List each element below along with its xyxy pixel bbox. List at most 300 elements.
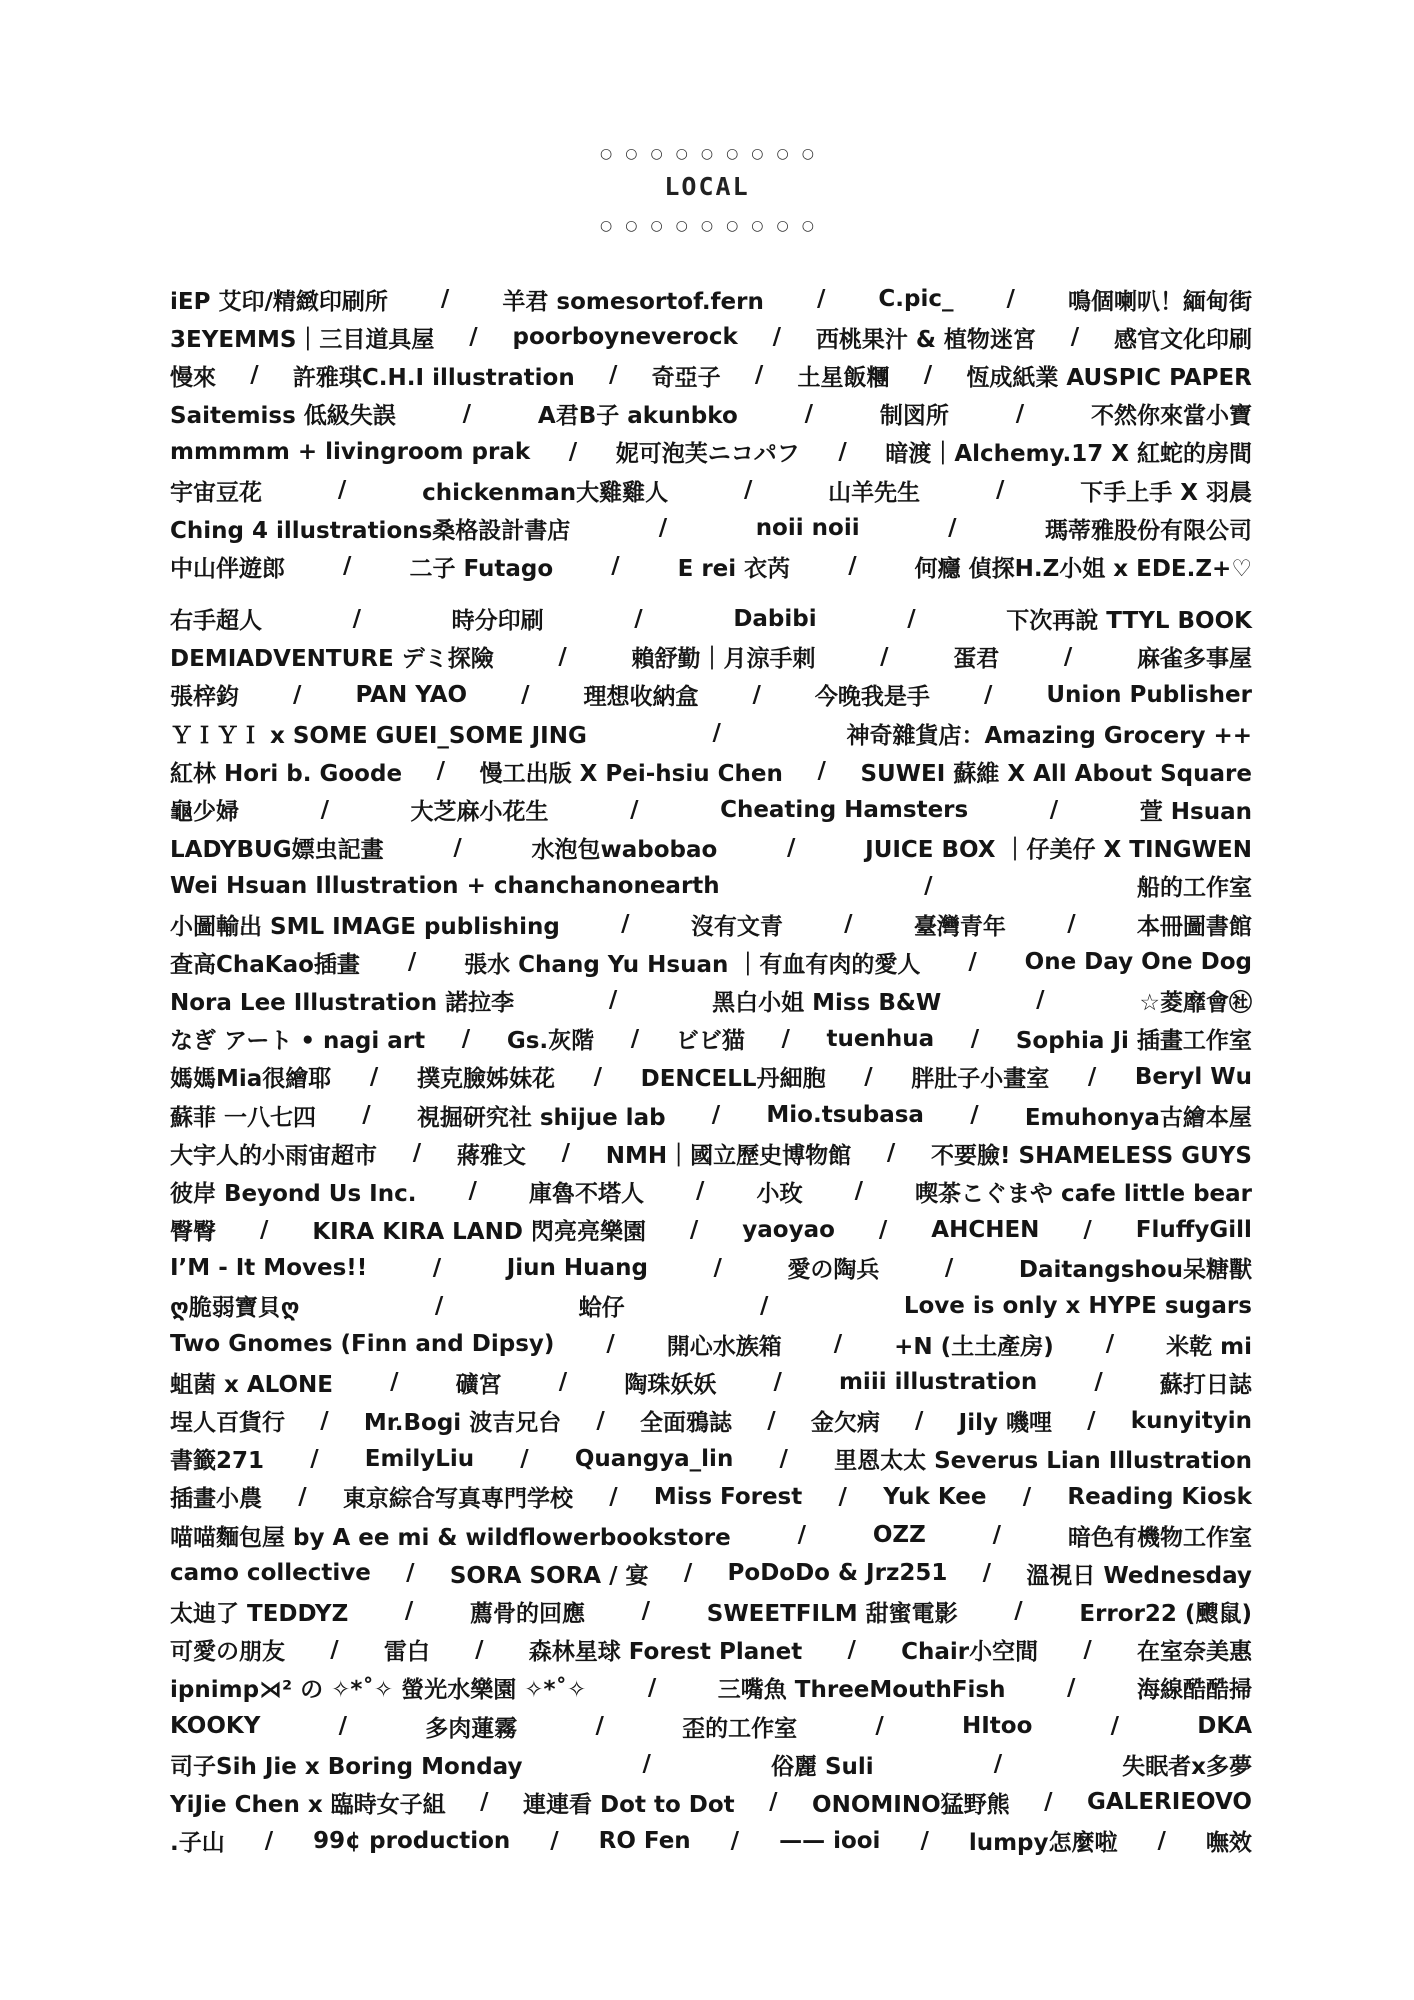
list-item: .子山 [170, 1830, 225, 1857]
list-item: 不要臉! SHAMELESS GUYS [931, 1142, 1252, 1169]
list-row [170, 1592, 1252, 1630]
list-item: 全面鴉誌 [640, 1410, 733, 1437]
separator: / [713, 1254, 722, 1281]
separator: / [352, 605, 362, 632]
separator: / [320, 1407, 329, 1434]
separator: / [924, 872, 933, 899]
separator: / [993, 1751, 1003, 1778]
list-item: Yuk Kee [883, 1483, 987, 1510]
list-row [170, 1783, 1252, 1821]
list-item: 臀臀 [170, 1219, 216, 1246]
list-item: 嘸效 [1205, 1830, 1252, 1857]
list-item: 陶珠妖妖 [624, 1371, 717, 1398]
separator: / [754, 362, 764, 389]
separator: / [432, 1254, 442, 1281]
list-item: 龜少婦 [170, 799, 239, 826]
separator: / [696, 1178, 705, 1205]
separator: / [338, 1713, 348, 1740]
separator: / [320, 796, 329, 823]
list-row [170, 676, 1252, 714]
separator: / [1067, 1674, 1076, 1701]
list-item: ☆菱靡會㊓ [1139, 989, 1252, 1016]
list-item: Beryl Wu [1134, 1063, 1252, 1090]
separator: / [369, 1063, 379, 1090]
list-row [170, 1363, 1252, 1401]
list-item: KOOKY [170, 1713, 261, 1740]
list-item: 蛆菌 x ALONE [170, 1371, 333, 1398]
separator: / [362, 1102, 371, 1129]
list-item: 賴舒勤｜月涼手刺 [631, 646, 816, 673]
list-item: 黑白小姐 Miss B&W [712, 989, 942, 1016]
list-item: 奇亞子 [651, 364, 721, 391]
separator: / [772, 324, 782, 351]
list-item: 土星飯糰 [797, 364, 890, 391]
list-item: RO Fen [598, 1827, 691, 1854]
separator: / [561, 1140, 571, 1167]
list-item: DKA [1197, 1713, 1252, 1740]
list-item: 雷白 [383, 1639, 430, 1666]
separator: / [434, 1292, 444, 1319]
list-item: NMH｜國立歷史博物館 [605, 1142, 852, 1169]
list-item: 愛の陶兵 [787, 1257, 880, 1284]
list-item: 沒有文青 [690, 913, 783, 940]
list-item: 森林星球 Forest Planet [528, 1639, 803, 1666]
list-item: Gs.灰階 [506, 1028, 595, 1055]
list-row [170, 1631, 1252, 1669]
list-item: 連連看 Dot to Dot [523, 1791, 735, 1818]
list-item: PAN YAO [355, 681, 468, 708]
list-item: YiJie Chen x 臨時女子組 [170, 1791, 446, 1818]
list-row [170, 829, 1252, 867]
separator: / [838, 438, 847, 465]
list-item: C.pic_ [878, 286, 954, 313]
list-item: DENCELL丹細胞 [640, 1066, 826, 1093]
separator: / [1087, 1063, 1097, 1090]
separator: / [1094, 1369, 1103, 1396]
list-item: 在室奈美惠 [1136, 1639, 1252, 1666]
list-item: Chair小空間 [901, 1639, 1039, 1666]
separator: / [948, 515, 957, 542]
list-item: 下手上手 X 羽晨 [1080, 479, 1252, 506]
list-item: yaoyao [742, 1216, 835, 1243]
separator: / [1105, 1331, 1115, 1358]
separator: / [593, 1063, 602, 1090]
separator: / [982, 1560, 992, 1587]
separator: / [550, 1827, 559, 1854]
list-item: 3EYEMMS｜三目道具屋 [170, 326, 435, 353]
list-item: 時分印刷 [451, 608, 544, 635]
separator: / [1087, 1407, 1096, 1434]
separator: / [436, 758, 446, 785]
list-item: ＹＩＹＩ x SOME GUEI_SOME JING [170, 722, 587, 749]
separator: / [462, 400, 472, 427]
list-item: JUICE BOX ｜仔美仔 X TINGWEN [865, 837, 1252, 864]
list-item: 溫視日 Wednesday [1026, 1562, 1252, 1589]
separator: / [1006, 286, 1015, 313]
list-row [170, 1440, 1252, 1478]
separator: / [683, 1560, 693, 1587]
separator: / [647, 1674, 657, 1701]
list-item: Reading Kiosk [1067, 1483, 1252, 1510]
separator: / [440, 286, 450, 313]
separator: / [1049, 796, 1059, 823]
list-row [170, 471, 1252, 509]
separator: / [968, 949, 977, 976]
list-item: 瑪蒂雅股份有限公司 [1044, 517, 1252, 544]
separator: / [915, 1407, 924, 1434]
separator: / [920, 1827, 929, 1854]
list-item: 蘇菲 一八七四 [170, 1104, 317, 1131]
list-item: 胖肚子小畫室 [911, 1066, 1050, 1093]
separator: / [609, 1483, 618, 1510]
participant-list [170, 280, 1252, 1860]
list-item: 小圖輸出 SML IMAGE publishing [170, 913, 560, 940]
list-item: ビビ猫 [675, 1028, 745, 1055]
separator: / [480, 1789, 489, 1816]
separator: / [461, 1025, 471, 1052]
list-item: iEP 艾印/精緻印刷所 [170, 288, 388, 315]
list-item: 何癮 偵探H.Z小姐 x EDE.Z+♡ [914, 555, 1252, 582]
separator: / [996, 477, 1005, 504]
list-item: Wei Hsuan Illustration + chanchanonearth [170, 872, 720, 899]
decorative-dots-bottom: ○○○○○○○○○ [600, 218, 827, 234]
separator: / [641, 1598, 651, 1625]
list-item: Emuhonya古繪本屋 [1024, 1104, 1252, 1131]
list-row [170, 547, 1252, 585]
separator: / [293, 681, 302, 708]
separator: / [816, 286, 826, 313]
list-row [170, 1669, 1252, 1707]
list-item: 米乾 mi [1166, 1333, 1252, 1360]
list-item: 右手超人 [170, 608, 262, 635]
separator: / [1157, 1827, 1166, 1854]
list-item: Mio.tsubasa [766, 1102, 924, 1129]
list-item: +N (土土產房) [894, 1333, 1054, 1360]
list-row [170, 638, 1252, 676]
separator: / [1063, 643, 1073, 670]
list-item: 西桃果汁 & 植物迷宮 [815, 326, 1036, 353]
list-item: 山羊先生 [828, 479, 921, 506]
separator: / [621, 911, 630, 938]
list-item: 羊君 somesortof.fern [502, 288, 764, 315]
list-row [170, 1058, 1252, 1096]
separator: / [521, 681, 530, 708]
decorative-dots-top: ○○○○○○○○○ [600, 146, 827, 162]
list-item: kunyityin [1130, 1407, 1252, 1434]
list-item: KIRA KIRA LAND 閃亮亮樂園 [312, 1219, 646, 1246]
separator: / [337, 477, 347, 504]
list-item: LADYBUG嫖虫記畫 [170, 837, 384, 864]
list-item: Ching 4 illustrations桑格設計書店 [170, 517, 571, 544]
list-item: Love is only x HYPE sugars [903, 1292, 1252, 1319]
list-item: 鳴個喇叭！緬甸街 [1068, 288, 1252, 315]
separator: / [264, 1827, 274, 1854]
separator: / [752, 681, 761, 708]
separator: / [804, 400, 814, 427]
separator: / [406, 1560, 415, 1587]
list-row [170, 1325, 1252, 1363]
separator: / [343, 553, 352, 580]
list-item: 不然你來當小寶 [1090, 403, 1252, 430]
list-item: 太迪了 TEDDYZ [170, 1600, 349, 1627]
separator: / [1022, 1483, 1032, 1510]
list-item: 蔣雅文 [456, 1142, 526, 1169]
separator: / [854, 1178, 863, 1205]
list-item: OZZ [872, 1522, 926, 1549]
list-item: 紅林 Hori b. Goode [170, 760, 403, 787]
separator: / [558, 1369, 568, 1396]
separator: / [817, 758, 826, 785]
list-item: 二子 Futago [409, 555, 554, 582]
separator: / [475, 1636, 484, 1663]
separator: / [878, 1216, 888, 1243]
list-row [170, 981, 1252, 1019]
list-item: SORA SORA / 宴 [449, 1562, 649, 1589]
list-row [170, 714, 1252, 752]
list-item: 海線酷酷掃 [1136, 1677, 1252, 1704]
list-item: 本冊圖書館 [1136, 913, 1252, 940]
separator: / [1014, 1598, 1023, 1625]
list-item: poorboyneverock [512, 324, 738, 351]
separator: / [568, 438, 578, 465]
list-item: 司子Sih Jie x Boring Monday [170, 1753, 523, 1780]
list-row [170, 1401, 1252, 1439]
separator: / [330, 1636, 339, 1663]
list-item: 慢來 [170, 364, 216, 391]
separator: / [1044, 1789, 1053, 1816]
list-row [170, 1478, 1252, 1516]
separator: / [453, 834, 462, 861]
list-item: Nora Lee Illustration 諾拉李 [170, 989, 515, 1016]
separator: / [838, 1483, 847, 1510]
separator: / [634, 605, 643, 632]
list-item: 張梓鈞 [170, 684, 239, 711]
list-row [170, 600, 1252, 638]
separator: / [1110, 1713, 1120, 1740]
list-item: Cheating Hamsters [720, 796, 969, 823]
separator: / [1070, 324, 1080, 351]
separator: / [730, 1827, 740, 1854]
separator: / [880, 643, 889, 670]
list-item: Error22 (颼鼠) [1079, 1600, 1252, 1627]
list-item: 感官文化印刷 [1114, 326, 1252, 353]
list-item: Mr.Bogi 波吉兄台 [363, 1410, 562, 1437]
list-item: I’M - It Moves!! [170, 1254, 368, 1281]
separator: / [1036, 987, 1045, 1014]
separator: / [1015, 400, 1025, 427]
list-item: A君B子 akunbko [537, 403, 738, 430]
separator: / [1067, 911, 1076, 938]
separator: / [844, 911, 853, 938]
list-item: miii illustration [838, 1369, 1038, 1396]
separator: / [848, 553, 857, 580]
list-item: 查高ChaKao插畫 [170, 951, 360, 978]
separator: / [847, 1636, 856, 1663]
list-item: 媽媽Mia很繪耶 [170, 1066, 332, 1093]
list-item: noii noii [755, 515, 860, 542]
list-row [170, 1554, 1252, 1592]
separator: / [310, 1445, 319, 1472]
separator: / [767, 1407, 776, 1434]
list-item: Saitemiss 低級失誤 [170, 403, 396, 430]
separator: / [630, 1025, 640, 1052]
list-item: chickenman大雞雞人 [422, 479, 669, 506]
list-item: 理想收納盒 [583, 684, 699, 711]
list-item: 里恩太太 Severus Lian Illustration [834, 1448, 1252, 1475]
list-item: 多肉蓮霧 [425, 1715, 518, 1742]
list-item: ღ脆弱寶貝ღ [170, 1295, 300, 1322]
list-item: Quangya_lin [574, 1445, 734, 1472]
list-item: 萱 Hsuan [1139, 799, 1252, 826]
list-item: Daitangshou呆糖獸 [1018, 1257, 1252, 1284]
list-item: 暗色有機物工作室 [1067, 1524, 1252, 1551]
list-item: 礦宮 [455, 1371, 502, 1398]
list-item: 失眠者x多夢 [1122, 1753, 1252, 1780]
separator: / [779, 1445, 788, 1472]
list-item: 今晚我是手 [814, 684, 930, 711]
list-row [170, 318, 1252, 356]
separator: / [712, 720, 721, 747]
list-row [170, 395, 1252, 433]
list-item: 東京綜合写真専門学校 [342, 1486, 573, 1513]
separator: / [520, 1445, 529, 1472]
separator: / [596, 1407, 605, 1434]
list-item: Sophia Ji 插畫工作室 [1015, 1028, 1252, 1055]
list-row [170, 1249, 1252, 1287]
list-item: 下次再說 TTYL BOOK [1006, 608, 1252, 635]
list-item: 金欠病 [810, 1410, 880, 1437]
separator: / [711, 1102, 721, 1129]
list-item: GALERIEOVO [1087, 1789, 1252, 1816]
list-item: AHCHEN [931, 1216, 1040, 1243]
list-item: 恆成紙業 AUSPIC PAPER [966, 364, 1252, 391]
separator: / [469, 324, 478, 351]
separator: / [781, 1025, 790, 1052]
list-item: lumpy怎麼啦 [968, 1830, 1118, 1857]
separator: / [886, 1140, 896, 1167]
separator: / [689, 1216, 699, 1243]
separator: / [404, 1598, 414, 1625]
separator: / [468, 1178, 477, 1205]
list-item: SUWEI 蘇維 X All About Square [860, 760, 1252, 787]
list-item: 水泡包wabobao [531, 837, 718, 864]
list-item: ipnimp⋊² の ✧*˚✧ 螢光水樂園 ✧*˚✧ [170, 1677, 587, 1704]
list-item: camo collective [170, 1560, 371, 1587]
list-item: 可愛の朋友 [170, 1639, 285, 1666]
list-item: 俗麗 Suli [770, 1753, 874, 1780]
separator: / [769, 1789, 778, 1816]
list-item: —— iooi [779, 1827, 881, 1854]
separator: / [970, 1025, 980, 1052]
list-item: 宇宙豆花 [170, 479, 262, 506]
section-heading: LOCAL [664, 172, 750, 201]
list-item: One Day One Dog [1024, 949, 1252, 976]
list-row [170, 943, 1252, 981]
separator: / [923, 362, 933, 389]
separator: / [743, 477, 753, 504]
list-row [170, 1134, 1252, 1172]
separator: / [983, 681, 993, 708]
list-item: Jily 嘰哩 [958, 1410, 1052, 1437]
list-item: 蛋君 [953, 646, 1000, 673]
list-row [170, 356, 1252, 394]
list-item: 歪的工作室 [682, 1715, 798, 1742]
list-item: SWEETFILM 甜蜜電影 [706, 1600, 958, 1627]
list-item: 中山伴遊郎 [170, 555, 285, 582]
list-item: 庫魯不塔人 [528, 1180, 644, 1207]
list-row [170, 905, 1252, 943]
list-item: mmmmm + livingroom prak [170, 438, 531, 465]
separator: / [390, 1369, 399, 1396]
list-item: 喵喵麵包屋 by A ee mi & wildflowerbookstore [170, 1524, 731, 1551]
separator: / [970, 1102, 979, 1129]
separator: / [407, 949, 417, 976]
list-item: 書籤271 [170, 1448, 265, 1475]
list-item: HItoo [962, 1713, 1033, 1740]
separator: / [412, 1140, 422, 1167]
list-item: 埕人百貨行 [170, 1410, 285, 1437]
separator: / [630, 796, 639, 823]
list-row [170, 1172, 1252, 1210]
list-row [170, 1516, 1252, 1554]
separator: / [875, 1713, 884, 1740]
list-item: 喫茶こぐまや cafe little bear [915, 1180, 1252, 1207]
separator: / [864, 1063, 873, 1090]
list-row [170, 1096, 1252, 1134]
list-item: 小玫 [756, 1180, 803, 1207]
list-item: Dabibi [733, 605, 817, 632]
list-item: 妮可泡芙ニコパフ [615, 441, 800, 468]
separator: / [787, 834, 796, 861]
separator: / [608, 362, 618, 389]
list-row [170, 1745, 1252, 1783]
separator: / [611, 553, 620, 580]
list-row [170, 867, 1252, 905]
list-item: 神奇雜貨店：Amazing Grocery ++ [846, 722, 1252, 749]
separator: / [259, 1216, 269, 1243]
list-item: 視掘研究社 shijue lab [416, 1104, 666, 1131]
list-item: なぎ アート • nagi art [170, 1028, 426, 1055]
separator: / [250, 362, 259, 389]
list-item: 開心水族箱 [666, 1333, 782, 1360]
list-item: E rei 衣芮 [677, 555, 791, 582]
list-row [170, 790, 1252, 828]
list-row [170, 509, 1252, 547]
separator: / [608, 987, 618, 1014]
list-item: 大宇人的小雨宙超市 [170, 1142, 377, 1169]
separator: / [992, 1522, 1002, 1549]
list-item: tuenhua [826, 1025, 935, 1052]
list-row [170, 1822, 1252, 1860]
list-item: 船的工作室 [1137, 875, 1252, 902]
separator: / [606, 1331, 615, 1358]
list-item: 麻雀多事屋 [1136, 646, 1252, 673]
list-row [170, 280, 1252, 318]
list-item: FluffyGill [1135, 1216, 1252, 1243]
separator: / [907, 605, 916, 632]
list-item: EmilyLiu [364, 1445, 475, 1472]
list-item: 制図所 [879, 403, 949, 430]
list-item: 臺灣青年 [913, 913, 1006, 940]
list-row [170, 1287, 1252, 1325]
list-item: 大芝麻小花生 [410, 799, 549, 826]
separator: / [760, 1292, 769, 1319]
list-row [170, 1211, 1252, 1249]
list-item: 三嘴魚 ThreeMouthFish [717, 1677, 1006, 1704]
list-row [170, 752, 1252, 790]
separator: / [595, 1713, 604, 1740]
separator: / [1083, 1636, 1092, 1663]
